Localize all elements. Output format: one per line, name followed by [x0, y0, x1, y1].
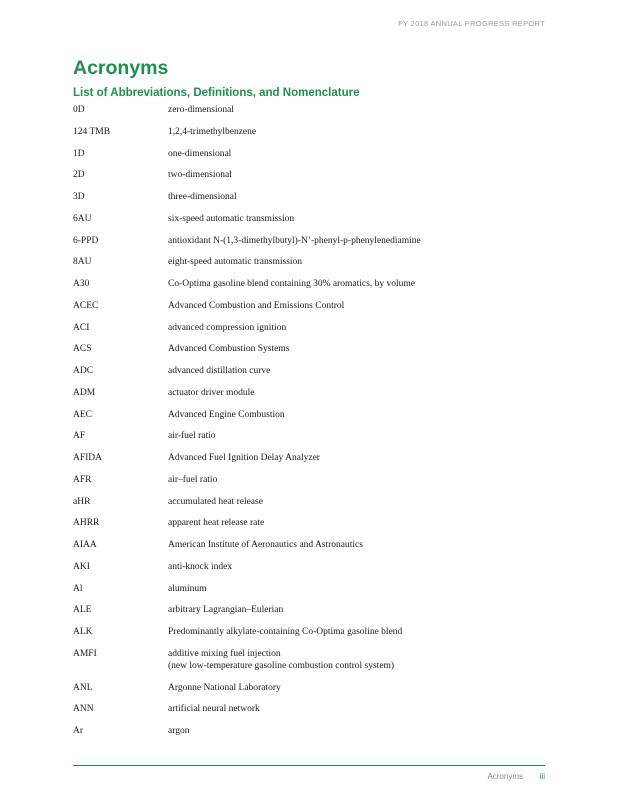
acronym-row [73, 148, 543, 170]
acronym-term: aHR [73, 496, 91, 507]
acronym-row [73, 496, 543, 518]
acronym-row [73, 517, 543, 539]
acronym-definition: arbitrary Lagrangian–Eulerian [168, 605, 284, 616]
acronym-row [73, 126, 543, 148]
acronym-term: 2D [73, 170, 85, 181]
running-header: FY 2018 ANNUAL PROGRESS REPORT [398, 19, 545, 28]
acronym-row [73, 213, 543, 235]
acronym-row [73, 191, 543, 213]
footer-section-label: Acronyms [487, 772, 523, 781]
acronym-definition: advanced distillation curve [168, 366, 271, 376]
acronym-list [73, 104, 543, 747]
acronym-row [73, 648, 543, 682]
acronym-term: Al [73, 583, 83, 594]
acronym-definition: actuator driver module [168, 387, 255, 398]
acronym-term: 3D [73, 192, 85, 202]
acronym-row [73, 474, 543, 496]
acronym-term: ALK [73, 627, 93, 637]
acronym-row [73, 703, 543, 725]
acronym-definition [168, 648, 394, 672]
acronym-row [73, 539, 543, 561]
section-title: List of Abbreviations, Definitions, and Nomenclature [73, 87, 360, 99]
acronym-row [73, 682, 543, 704]
acronym-term: Ar [73, 726, 84, 736]
acronym-row [73, 430, 543, 452]
acronym-row [73, 235, 543, 257]
acronym-definition: Co-Optima gasoline blend containing 30% aromatics, by volume [168, 279, 415, 289]
acronym-term: ACEC [73, 300, 99, 311]
acronym-row [73, 278, 543, 300]
acronym-term: 6-PPD [73, 235, 99, 246]
acronym-term: 8AU [73, 257, 92, 268]
acronym-definition: Advanced Engine Combustion [168, 409, 285, 420]
acronym-row [73, 365, 543, 387]
acronym-term: ADM [73, 387, 96, 398]
acronym-definition: Advanced Fuel Ignition Delay Analyzer [168, 453, 320, 463]
acronym-term: A30 [73, 279, 90, 289]
acronym-definition: American Institute of Aeronautics and Astronautics [168, 540, 363, 550]
acronym-term: 124 TMB [73, 126, 111, 137]
acronym-term: AMFI [73, 648, 97, 659]
acronym-definition-line: additive mixing fuel injection [168, 648, 281, 659]
acronym-term: AFIDA [73, 453, 103, 463]
acronym-definition: two-dimensional [168, 170, 232, 181]
acronym-definition: three-dimensional [168, 192, 237, 202]
footer-divider [73, 765, 545, 766]
acronym-row [73, 300, 543, 322]
acronym-row [73, 104, 543, 126]
acronym-term: ACI [73, 322, 90, 333]
acronym-definition: 1,2,4-trimethylbenzene [168, 126, 257, 137]
acronym-definition: zero-dimensional [168, 105, 234, 115]
acronym-definition: eight-speed automatic transmission [168, 257, 303, 268]
acronym-term: AIAA [73, 540, 97, 550]
acronym-row [73, 626, 543, 648]
acronym-definition: Advanced Combustion and Emissions Control [168, 300, 345, 311]
acronym-definition: artificial neural network [168, 704, 260, 715]
acronym-term: AF [73, 431, 86, 442]
acronym-definition: Argonne National Laboratory [168, 682, 281, 693]
acronym-term: AHRR [73, 518, 100, 529]
page-title: Acronyms [73, 57, 169, 79]
acronym-row [73, 387, 543, 409]
acronym-definition: advanced compression ignition [168, 322, 287, 333]
acronym-term: ALE [73, 605, 92, 616]
acronym-definition: anti-knock index [168, 561, 233, 572]
acronym-definition: Predominantly alkylate-containing Co-Optima gasoline blend [168, 627, 403, 637]
acronym-term: AFR [73, 474, 92, 485]
acronym-term: 0D [73, 105, 85, 115]
acronym-term: ACS [73, 344, 92, 355]
acronym-term: ANN [73, 704, 94, 715]
acronym-term: 6AU [73, 213, 92, 224]
acronym-definition: air-fuel ratio [168, 431, 216, 442]
acronym-definition: air–fuel ratio [168, 474, 218, 485]
acronym-definition: argon [168, 726, 190, 736]
acronym-definition: aluminum [168, 583, 207, 594]
acronym-definition: six-speed automatic transmission [168, 213, 295, 224]
acronym-term: AKI [73, 561, 90, 572]
acronym-row [73, 343, 543, 365]
acronym-definition: one-dimensional [168, 148, 232, 159]
acronym-definition: antioxidant N-(1,3-dimethylbutyl)-N’-phenyl-p-phenylenediamine [168, 235, 421, 246]
acronym-definition: Advanced Combustion Systems [168, 344, 290, 355]
acronym-term: ANL [73, 682, 93, 693]
acronym-term: AEC [73, 409, 92, 420]
acronym-row [73, 725, 543, 747]
acronym-definition: apparent heat release rate [168, 518, 265, 529]
acronym-definition: accumulated heat release [168, 496, 263, 507]
page-number: iii [539, 772, 545, 781]
acronym-row [73, 409, 543, 431]
acronym-term: ADC [73, 366, 94, 376]
acronym-definition-line: (new low-temperature gasoline combustion control system) [168, 660, 395, 671]
acronym-row [73, 169, 543, 191]
acronym-term: 1D [73, 148, 85, 159]
acronym-row [73, 583, 543, 605]
acronym-row [73, 561, 543, 583]
acronym-row [73, 604, 543, 626]
acronym-row [73, 256, 543, 278]
acronym-row [73, 452, 543, 474]
acronym-row [73, 322, 543, 344]
